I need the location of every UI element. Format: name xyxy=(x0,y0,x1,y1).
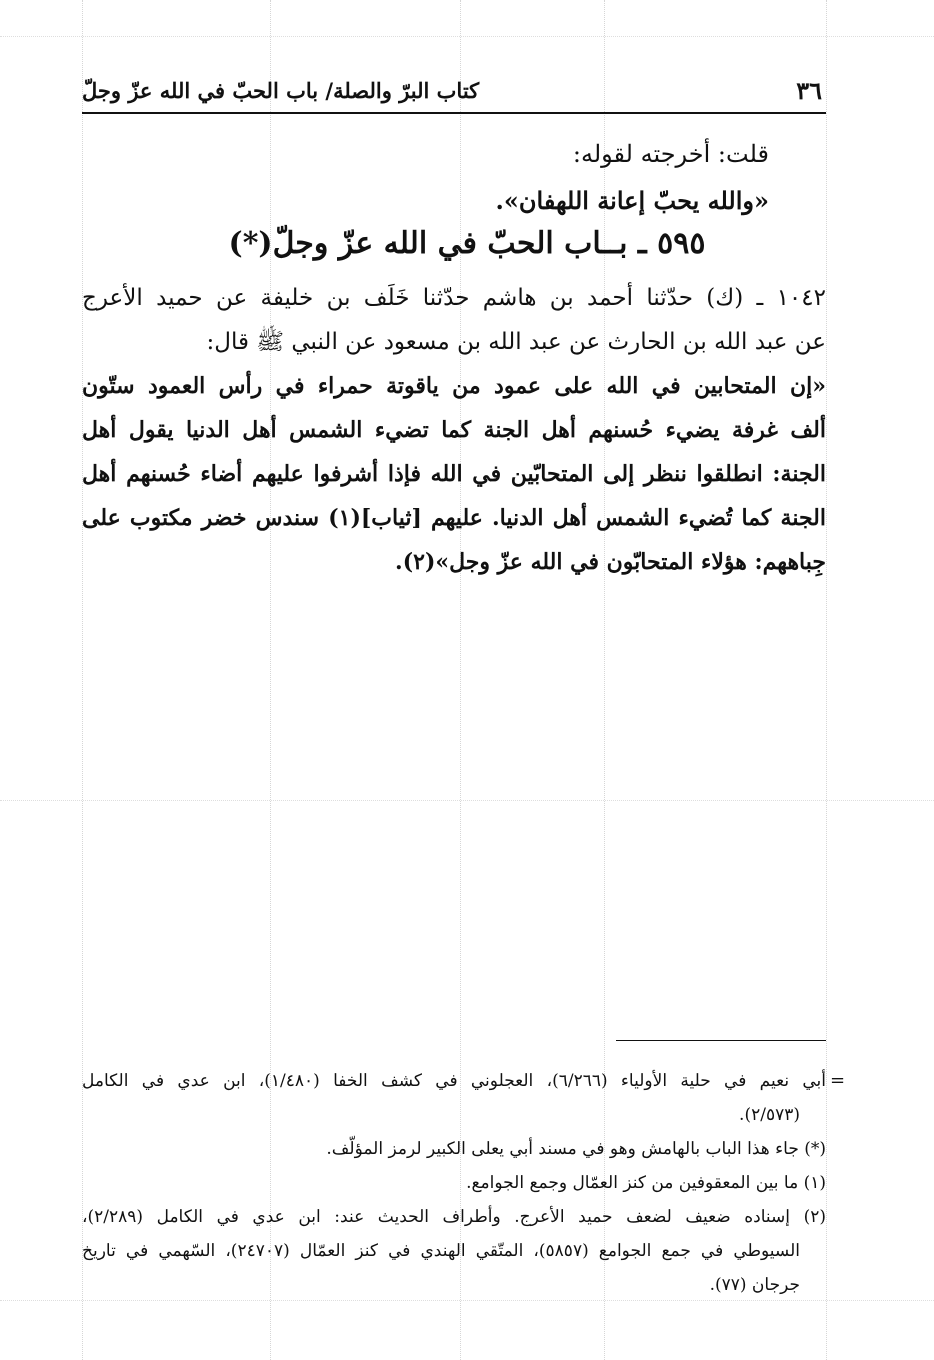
header-title: كتاب البرّ والصلة/ باب الحبّ في الله عزّ وجلّ xyxy=(82,78,480,103)
footnote-line: (٢) إسناده ضعيف لضعف حميد الأعرج. وأطراف الحديث عند: ابن عدي في الكامل (٢/٢٨٩)، xyxy=(82,1207,826,1227)
hadith-text xyxy=(82,276,826,584)
footnote-line: (٢/٥٧٣). xyxy=(739,1105,800,1125)
page-number: ٣٦ xyxy=(796,76,822,105)
hadith-line: عن عبد الله بن الحارث عن عبد الله بن مسعود عن النبي ﷺ قال: xyxy=(206,329,826,355)
hadith-line: الجنة: انطلقوا ننظر إلى المتحابّين في الله فإذا أشرفوا عليهم أضاء حُسنهم أهل xyxy=(82,461,826,487)
intro-line: قلت: أخرجته لقوله: xyxy=(572,140,769,168)
footnote-line: (*) جاء هذا الباب بالهامش وهو في مسند أبي يعلى الكبير لرمز المؤلّف. xyxy=(326,1139,826,1159)
footnote-line: جرجان (٧٧). xyxy=(709,1275,800,1295)
footnote-separator xyxy=(616,1040,826,1041)
hadith-line: الجنة كما تُضيء الشمس أهل الدنيا. عليهم [ثياب](١) سندس خضر مكتوب على xyxy=(82,505,826,531)
footnote-line: (١) ما بين المعقوفين من كنز العمّال وجمع الجوامع. xyxy=(466,1173,826,1193)
footnote-line: السيوطي في جمع الجوامع (٥٨٥٧)، المتّقي الهندي في كنز العمّال (٢٤٧٠٧)، السّهمي في تاريخ xyxy=(82,1241,801,1261)
scan-guide-line xyxy=(0,800,934,801)
footnotes xyxy=(82,1064,826,1302)
hadith-line: جِباههم: هؤلاء المتحابّون في الله عزّ وجل»(٢). xyxy=(395,549,826,575)
hadith-line: «إن المتحابين في الله على عمود من ياقوتة حمراء في رأس العمود ستّون xyxy=(82,373,826,399)
scan-guide-line xyxy=(0,36,934,37)
intro-quote: «والله يحبّ إعانة اللهفان». xyxy=(495,186,769,215)
hadith-line: ألف غرفة يضيء حُسنهم أهل الجنة كما تضيء الشمس أهل الدنيا يقول أهل xyxy=(82,417,826,443)
hadith-line: ١٠٤٢ ـ (ك) حدّثنا أحمد بن هاشم حدّثنا خَلَف بن خليفة عن حميد الأعرج xyxy=(82,285,826,311)
continuation-mark: = xyxy=(830,1070,846,1091)
scan-guide-line xyxy=(826,0,827,1360)
chapter-heading: ٥٩٥ ـ بــاب الحبّ في الله عزّ وجلّ(*) xyxy=(228,226,706,261)
footnote-line: أبي نعيم في حلية الأولياء (٦/٢٦٦)، العجلوني في كشف الخفا (١/٤٨٠)، ابن عدي في الكامل xyxy=(82,1071,826,1091)
running-header xyxy=(82,76,826,114)
